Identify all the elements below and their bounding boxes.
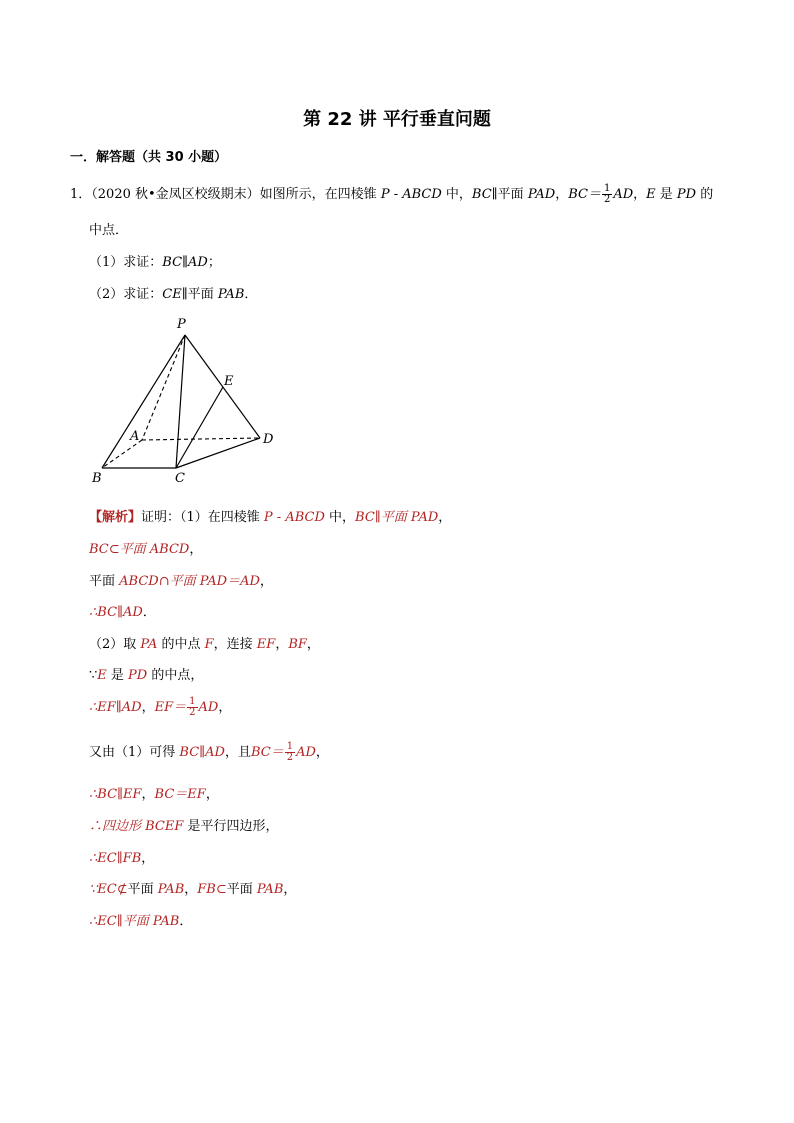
edge-AD-dashed	[142, 438, 260, 440]
stem-text: ，	[555, 187, 569, 202]
edge-CE	[176, 387, 223, 468]
label-A: A	[130, 429, 140, 444]
label-P: P	[177, 317, 186, 332]
solution-line-2: BC⊂平面 ABCD，	[89, 542, 203, 557]
stem-math: PAD	[527, 187, 556, 202]
stem-math: BC∥	[471, 187, 498, 202]
stem-text: 如图所示，在四棱锥	[259, 187, 381, 202]
edge-PD	[185, 335, 260, 438]
edge-CD	[176, 438, 260, 468]
question-source: （2020 秋•金凤区校级期末）	[91, 187, 260, 202]
solution-line-6: ∵E 是 PD 的中点，	[89, 668, 204, 683]
fraction-half: $\frac{1}{2}$	[189, 696, 196, 718]
page-title: 第 22 讲 平行垂直问题	[303, 109, 491, 130]
label-D: D	[263, 432, 274, 447]
solution-line-7: ∴EF∥AD，EF＝ $\frac{1}{2}$ AD，	[89, 696, 232, 718]
fraction-half: $\frac{1}{2}$	[286, 741, 294, 763]
solution-line-1: 【解析】证明：（1）在四棱锥 P - ABCD 中，BC∥平面 PAD，	[89, 510, 452, 525]
stem-text: 是	[655, 187, 677, 202]
pyramid-figure	[80, 310, 300, 490]
fraction-half: $\frac{1}{2}$	[603, 183, 611, 205]
label-E: E	[224, 374, 234, 389]
stem-text: 中，	[441, 187, 472, 202]
solution-tag: 【解析】	[89, 510, 142, 525]
edge-PB	[102, 335, 185, 468]
solution-line-11: ∴EC∥FB，	[89, 851, 155, 866]
solution-line-3: 平面 ABCD∩平面 PAD＝AD，	[89, 574, 273, 589]
stem-math: P - ABCD	[380, 187, 442, 202]
question-part-1: （1）求证：BC∥AD；	[89, 255, 221, 270]
question-part-2: （2）求证：CE∥平面 PAB．	[89, 287, 258, 302]
solution-line-10: ∴四边形 BCEF 是平行四边形，	[89, 819, 279, 834]
question-number: 1．	[70, 187, 92, 202]
stem-math: PD	[676, 187, 697, 202]
question-stem-line2: 中点．	[89, 223, 129, 238]
stem-text: 的	[696, 187, 714, 202]
label-B: B	[92, 471, 102, 486]
stem-text: 平面	[497, 187, 528, 202]
solution-line-13: ∴EC∥平面 PAB．	[89, 914, 193, 929]
section-heading: 一．解答题（共 30 小题）	[70, 150, 228, 165]
stem-math: AD	[613, 187, 634, 202]
solution-line-4: ∴BC∥AD．	[89, 605, 156, 620]
solution-line-5: （2）取 PA 的中点 F，连接 EF，BF，	[89, 637, 320, 652]
edge-AB-dashed	[102, 440, 142, 468]
stem-math: E	[646, 187, 656, 202]
solution-line-8: 又由（1）可得 BC∥AD，且BC＝ $\frac{1}{2}$ AD，	[89, 741, 329, 763]
stem-text: ，	[633, 187, 647, 202]
solution-line-9: ∴BC∥EF，BC＝EF，	[89, 787, 219, 802]
label-C: C	[175, 471, 185, 486]
question-stem	[70, 183, 713, 205]
stem-math: BC＝	[568, 187, 601, 202]
solution-line-12: ∵EC⊄平面 PAB，FB⊂平面 PAB，	[89, 882, 297, 897]
